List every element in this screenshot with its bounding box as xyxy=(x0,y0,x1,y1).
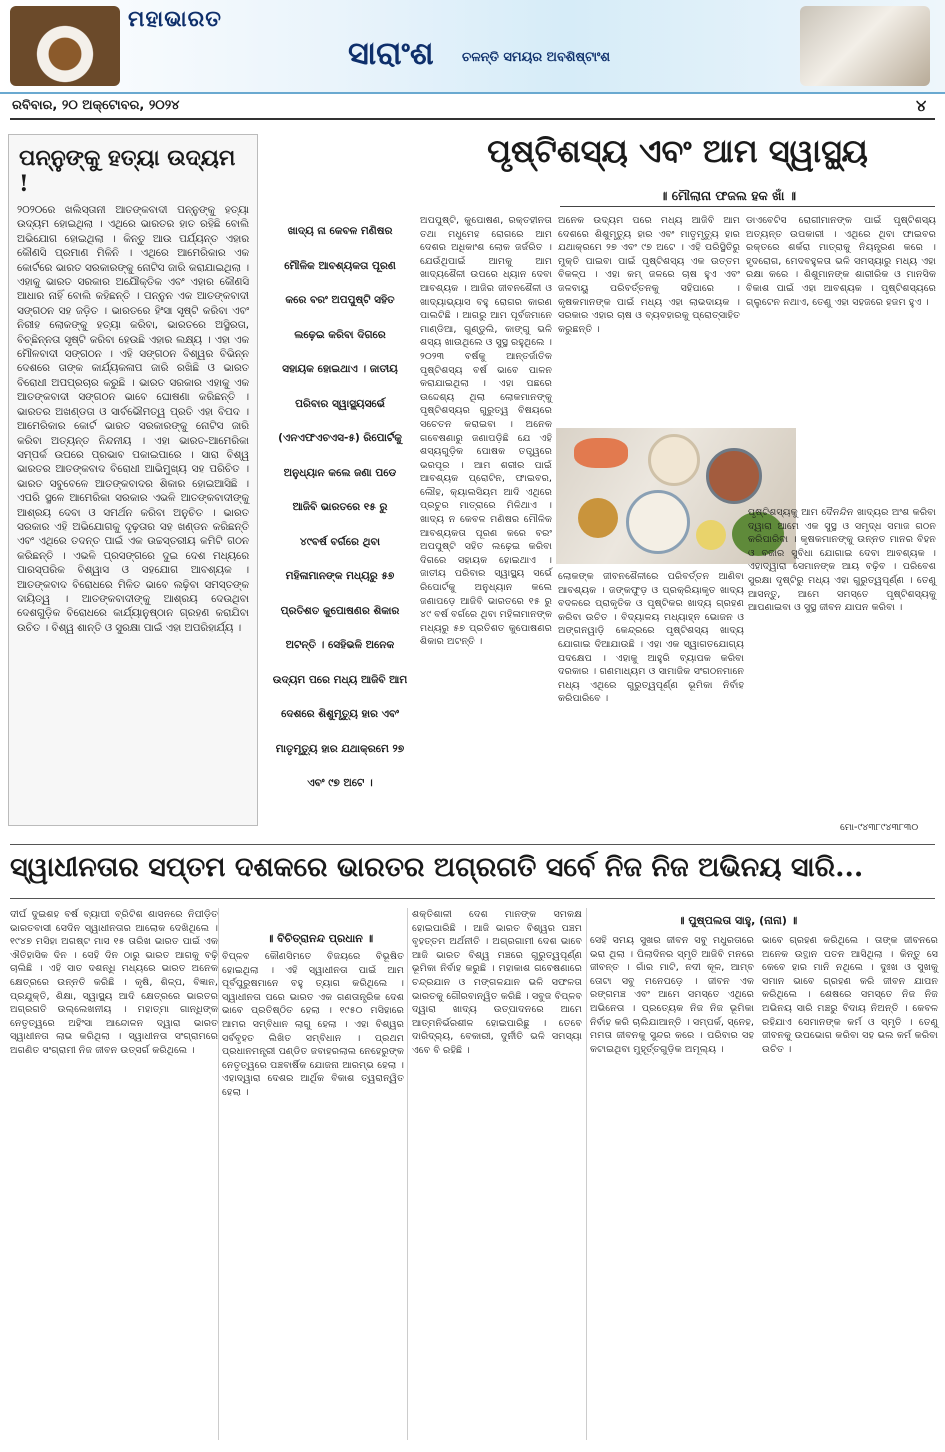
pull-quote-line: ମୌଳିକ ଆବଶ୍ୟକତା ପୂରଣ xyxy=(284,259,396,272)
pull-quote-line: ପରିବାର ସ୍ୱାସ୍ଥ୍ୟସର୍ଭେ xyxy=(295,397,385,410)
column-rule xyxy=(586,908,587,1440)
bottom-column-1: ଦୀର୍ଘ ଦୁଇଶହ ବର୍ଷ ବ୍ୟାପୀ ବ୍ରିଟିଶ ଶାସନରେ ନିପୀଡ଼ିତ ଭାରତବାସୀ ସେଦିନ ସ୍ୱାଧୀନତାର ଆଲୋକ ଦେଖିଥିଲେ । ୧୯୪୭ ମସିହା ଅଗଷ୍ଟ ମାସ ୧୫ ତାରିଖ ଭାରତ ପାଇଁ ଏକ ଐତିହାସିକ ଦିନ । ସେହି ଦିନ ଠାରୁ ଭାରତ ଆଗକୁ ବଢ଼ି ଚାଲିଛି । ଏହି ସାତ ଦଶନ୍ଧି ମଧ୍ୟରେ ଭାରତ ଅନେକ କ୍ଷେତ୍ରରେ ଉନ୍ନତି କରିଛି । କୃଷି, ଶିଳ୍ପ, ବିଜ୍ଞାନ, ପ୍ରଯୁକ୍ତି, ଶିକ୍ଷା, ସ୍ୱାସ୍ଥ୍ୟ ଆଦି କ୍ଷେତ୍ରରେ ଭାରତର ଅଗ୍ରଗତି ଉଲ୍ଲେଖନୀୟ । ମହାତ୍ମା ଗାନ୍ଧିଙ୍କ ନେତୃତ୍ୱରେ ଅହିଂସା ଆନ୍ଦୋଳନ ଦ୍ୱାରା ଭାରତ ସ୍ୱାଧୀନତା ଲାଭ କରିଥିଲା । ସ୍ୱାଧୀନତା ସଂଗ୍ରାମରେ ଅଗଣିତ ସଂଗ୍ରାମୀ ନିଜ ଜୀବନ ଉତ୍ସର୍ଗ କରିଥିଲେ । xyxy=(10,909,218,1056)
column-rule xyxy=(407,908,408,1440)
section-subtitle: ଚଳନ୍ତି ସମୟର ଅବଶିଷ୍ଟାଂଶ xyxy=(462,50,611,65)
pull-quote-line: ମାତୃମୃତ୍ୟୁ ହାର ଯଥାକ୍ରମେ ୨୭ xyxy=(275,742,405,755)
main-column-1: ଅପପୁଷ୍ଟି, କୁପୋଷଣ, ରକ୍ତହୀନତା ତଥା ମଧୁମେହ ରୋଗରେ ଆମ ଦେଶର ଅଧିକାଂଶ ଲୋକ ଜର୍ଜରିତ । ଯେଉଁଥିପାଇଁ ଆମକୁ ଆମ ଖାଦ୍ୟଶୈଳୀ ଉପରେ ଧ୍ୟାନ ଦେବା ଆବଶ୍ୟକ । ଆଜିର ଜୀବନଶୈଳୀ ଓ ଖାଦ୍ୟାଭ୍ୟାସ ବହୁ ରୋଗର କାରଣ ପାଲଟିଛି । ଆଗରୁ ଆମ ପୂର୍ବଜମାନେ ମାଣ୍ଡିଆ, ଗୁଣ୍ଡୁଲି, କାଙ୍ଗୁ ଭଳି ଶସ୍ୟ ଖାଉଥିଲେ ଓ ସୁସ୍ଥ ରହୁଥିଲେ । ୨୦୨୩ ବର୍ଷକୁ ଆନ୍ତର୍ଜାତିକ ପୃଷ୍ଟିଶସ୍ୟ ବର୍ଷ ଭାବେ ପାଳନ କରାଯାଇଥିଲା । ଏହା ପଛରେ ଉଦ୍ଦେଶ୍ୟ ଥିଲା ଲୋକମାନଙ୍କୁ ପୃଷ୍ଟିଶସ୍ୟର ଗୁରୁତ୍ୱ ବିଷୟରେ ସଚେତନ କରାଇବା । ଅନେକ ଗବେଷଣାରୁ ଜଣାପଡ଼ିଛି ଯେ ଏହି ଶସ୍ୟଗୁଡ଼ିକ ପୋଷକ ତତ୍ତ୍ୱରେ ଭରପୂର । ଆମ ଶରୀର ପାଇଁ ଆବଶ୍ୟକ ପ୍ରୋଟିନ, ଫାଇବର, ଲୌହ, କ୍ୟାଲସିୟମ ଆଦି ଏଥିରେ ପ୍ରଚୁର ମାତ୍ରାରେ ମିଳିଥାଏ । ଖାଦ୍ୟ ନ କେବଳ ମଣିଷର ମୌଳିକ ଆବଶ୍ୟକତା ପୂରଣ କରେ ବରଂ ଅପପୁଷ୍ଟି ସହିତ ଲଢ଼େଇ କରିବା ଦିଗରେ ସହାୟକ ହୋଇଥାଏ । ଜାତୀୟ ପରିବାର ସ୍ୱାସ୍ଥ୍ୟ ସର୍ଭେ ରିପୋର୍ଟକୁ ଅନୁଧ୍ୟାନ କଲେ ଜଣାପଡ଼େ ଆଜିବି ଭାରତରେ ୧୫ ରୁ ୪୯ ବର୍ଷ ବର୍ଗରେ ଥିବା ମହିଳାମାନଙ୍କ ମଧ୍ୟରୁ ୫୭ ପ୍ରତିଶତ କୁପୋଷଣର ଶିକାର ଅଟନ୍ତି । xyxy=(420,215,553,648)
editorial-body: ୨୦୨୦ରେ ଖଲିସ୍ତାନୀ ଆତଙ୍କବାଦୀ ପନ୍ନୁଙ୍କୁ ହତ୍ୟା ଉଦ୍ୟମ ହୋଇଥିଲା । ଏଥିରେ ଭାରତର ହାତ ରହିଛି ବୋଲି ଅଭିଯୋଗ ହୋଇଥିଲା । କିନ୍ତୁ ଆଉ ପର୍ଯ୍ୟନ୍ତ ଏହାର କୌଣସି ପ୍ରମାଣ ମିଳିନି । ଏଥିରେ ଆମେରିକାର ଏକ କୋର୍ଟରେ ଭାରତ ସରକାରଙ୍କୁ ନୋଟିସ ଜାରି କରାଯାଇଥିଲା । ଏହାକୁ ଭାରତ ସରକାର ଅଯୌକ୍ତିକ ଏବଂ ଏହାର କୌଣସି ଆଧାର ନାହିଁ ବୋଲି କହିଛନ୍ତି । ପନ୍ନୁନ ଏକ ଆତଙ୍କବାଦୀ ସଙ୍ଗଠନ ସହ ଜଡ଼ିତ । ଭାରତରେ ହିଂସା ସୃଷ୍ଟି କରିବା ଏବଂ ନିରୀହ ଲୋକଙ୍କୁ ହତ୍ୟା କରିବା, ଭାରତରେ ଅସ୍ଥିରତା, ବିଚ୍ଛିନ୍ନତା ସୃଷ୍ଟି କରିବା ହେଉଛି ଏହାର ଲକ୍ଷ୍ୟ । ଏହା ଏକ ମୌଳବାଦୀ ସଙ୍ଗଠନ । ଏହି ସଙ୍ଗଠନ ବିଶ୍ୱର ବିଭିନ୍ନ ଦେଶରେ ତାଙ୍କ କାର୍ଯ୍ୟକଳାପ ଜାରି ରଖିଛି ଓ ଭାରତ ବିରୋଧୀ ଅପପ୍ରଚାର କରୁଛି । ଭାରତ ସରକାର ଏହାକୁ ଏକ ଆତଙ୍କବାଦୀ ସଙ୍ଗଠନ ଭାବେ ଘୋଷଣା କରିଛନ୍ତି । ଭାରତର ଅଖଣ୍ଡତା ଓ ସାର୍ବଭୌମତ୍ୱ ପ୍ରତି ଏହା ବିପଦ । ଆମେରିକାର କୋର୍ଟ ଭାରତ ସରକାରଙ୍କୁ ନୋଟିସ ଜାରି କରିବା ଅତ୍ୟନ୍ତ ନିନ୍ଦନୀୟ । ଏହା ଭାରତ-ଆମେରିକା ସମ୍ପର୍କ ଉପରେ ପ୍ରଭାବ ପକାଇପାରେ । ସାରା ବିଶ୍ୱ ଭାରତର ଆତଙ୍କବାଦ ବିରୋଧୀ ଆଭିମୁଖ୍ୟ ସହ ପରିଚିତ । ଭାରତ ସବୁବେଳେ ଆତଙ୍କବାଦର ଶିକାର ହୋଇଆସିଛି । ଏପରି ସ୍ଥଳେ ଆମେରିକା ସରକାର ଏଭଳି ଆତଙ୍କବାଦୀଙ୍କୁ ଆଶ୍ରୟ ଦେବା ଓ ସମର୍ଥନ କରିବା ଅନୁଚିତ । ଭାରତ ସରକାର ଏହି ଅଭିଯୋଗକୁ ଦୃଢ଼ତାର ସହ ଖଣ୍ଡନ କରିଛନ୍ତି ଏବଂ ଏଥିରେ ତଦନ୍ତ ପାଇଁ ଏକ ଉଚ୍ଚସ୍ତରୀୟ କମିଟି ଗଠନ କରିଛନ୍ତି । ଏଭଳି ପ୍ରସଙ୍ଗରେ ଦୁଇ ଦେଶ ମଧ୍ୟରେ ପାରସ୍ପରିକ ବିଶ୍ୱାସ ଓ ସହଯୋଗ ଆବଶ୍ୟକ । ଆତଙ୍କବାଦ ବିରୋଧରେ ମିଳିତ ଭାବେ ଲଢ଼ିବା ସମସ୍ତଙ୍କ ଦାୟିତ୍ୱ । ଆତଙ୍କବାଦୀଙ୍କୁ ଆଶ୍ରୟ ଦେଉଥିବା ଦେଶଗୁଡ଼ିକ ବିରୋଧରେ କାର୍ଯ୍ୟାନୁଷ୍ଠାନ ଗ୍ରହଣ କରାଯିବା ଉଚିତ । ବିଶ୍ୱ ଶାନ୍ତି ଓ ସୁରକ୍ଷା ପାଇଁ ଏହା ଅପରିହାର୍ଯ୍ୟ । xyxy=(17,204,249,634)
bottom-byline-1: ॥ ବିଚିତ୍ରାନନ୍ଦ ପ୍ରଧାନ ॥ xyxy=(266,932,374,945)
pull-quote-line: ଏବଂ ୯୭ ଅଟେ । xyxy=(307,777,373,789)
pull-quote-line: ଆଜିବି ଭାରତରେ ୧୫ ରୁ xyxy=(292,501,388,513)
pull-quote xyxy=(266,214,414,801)
main-column-2-lower: ଲୋକଙ୍କ ଜୀବନଶୈଳୀରେ ପରିବର୍ତ୍ତନ ଆଣିବା ଆବଶ୍ୟକ । ଜଙ୍କଫୁଡ଼ ଓ ପ୍ରକ୍ରିୟାକୃତ ଖାଦ୍ୟ ବଦଳରେ ପ୍ରାକୃତିକ ଓ ପୃଷ୍ଟିକର ଖାଦ୍ୟ ଗ୍ରହଣ କରିବା ଉଚିତ । ବିଦ୍ୟାଳୟ ମଧ୍ୟାହ୍ନ ଭୋଜନ ଓ ଅଙ୍ଗନୱାଡ଼ି କେନ୍ଦ୍ରରେ ପୃଷ୍ଟିଶସ୍ୟ ଖାଦ୍ୟ ଯୋଗାଇ ଦିଆଯାଉଛି । ଏହା ଏକ ସ୍ୱାଗତଯୋଗ୍ୟ ପଦକ୍ଷେପ । ଏହାକୁ ଆହୁରି ବ୍ୟାପକ କରିବା ଦରକାର । ଗଣମାଧ୍ୟମ ଓ ସାମାଜିକ ସଂଗଠନମାନେ ମଧ୍ୟ ଏଥିରେ ଗୁରୁତ୍ୱପୂର୍ଣ୍ଣ ଭୂମିକା ନିର୍ବାହ କରିପାରିବେ । xyxy=(558,571,744,705)
pull-quote-line: ଅଟନ୍ତି । ସେହିଭଳି ଅନେକ xyxy=(285,639,395,651)
pull-quote-line: ଖାଦ୍ୟ ନା କେବଳ ମଣିଷର xyxy=(287,225,393,237)
main-byline: ॥ ମୌଲାନା ଫଜଲ ହକ ଖାଁ ॥ xyxy=(660,188,797,203)
brand-logo: ମହାଭାରତ xyxy=(128,6,222,32)
pull-quote-line: ସହାୟକ ହୋଇଥାଏ । ଜାତୀୟ xyxy=(282,363,398,375)
editorial-title: ପନ୍ନୁଙ୍କୁ ହତ୍ୟା ଉଦ୍ୟମ ! xyxy=(19,145,236,197)
byline-rule xyxy=(560,206,935,207)
main-headline: ପୃଷ୍ଟିଶସ୍ୟ ଏବଂ ଆମ ସ୍ୱାସ୍ଥ୍ୟ xyxy=(487,132,868,170)
editorial-box xyxy=(8,134,258,826)
pull-quote-line: ଅନୁଧ୍ୟାନ କଲେ ଜଣା ପଡେ xyxy=(283,466,397,479)
page-number: ୪ xyxy=(916,96,927,115)
pull-quote-line: କରେ ବରଂ ଅପପୁଷ୍ଟି ସହିତ xyxy=(285,294,395,306)
main-column-3-lower: ପୃଷ୍ଟିଶସ୍ୟକୁ ଆମ ଦୈନନ୍ଦିନ ଖାଦ୍ୟର ଅଂଶ କରିବା ଦ୍ୱାରା ଆମେ ଏକ ସୁସ୍ଥ ଓ ସମୃଦ୍ଧ ସମାଜ ଗଠନ କରିପାରିବା । କୃଷକମାନଙ୍କୁ ଉନ୍ନତ ମାନର ବିହନ ଓ ବଜାର ସୁବିଧା ଯୋଗାଇ ଦେବା ଆବଶ୍ୟକ । ଏହାଦ୍ୱାରା ସେମାନଙ୍କ ଆୟ ବଢ଼ିବ । ପରିବେଶ ସୁରକ୍ଷା ଦୃଷ୍ଟିରୁ ମଧ୍ୟ ଏହା ଗୁରୁତ୍ୱପୂର୍ଣ୍ଣ । ତେଣୁ ଆସନ୍ତୁ, ଆମେ ସମସ୍ତେ ପୃଷ୍ଟିଶସ୍ୟକୁ ଆପଣାଇବା ଓ ସୁସ୍ଥ ଜୀବନ ଯାପନ କରିବା । xyxy=(748,507,936,614)
header-divider xyxy=(10,118,935,120)
bottom-headline: ସ୍ୱାଧୀନତାର ସପ୍ତମ ଦଶକରେ ଭାରତର ଅଗ୍ରଗତି ସର୍ବେ ନିଜ ନିଜ ଅଭିନୟ ସାରି... xyxy=(10,852,864,883)
section-divider xyxy=(10,898,935,899)
bottom-column-4: ସେହି ସମୟ ସୁଖର ଜୀବନ ସବୁ ମଧୁରତାରେ ଭରା ଥିଲା । ପିଲାଦିନର ସ୍ମୃତି ଆଜିବି ମନରେ ଜୀବନ୍ତ । ଗାଁର ମାଟି, ନଦୀ କୂଳ, ଆମ୍ବ ତୋଟା ସବୁ ମନେପଡ଼େ । ଜୀବନ ଏକ ରଙ୍ଗମଞ୍ଚ ଏବଂ ଆମେ ସମସ୍ତେ ଏଥିରେ ଅଭିନେତା । ପ୍ରତ୍ୟେକ ନିଜ ନିଜ ଭୂମିକା ନିର୍ବାହ କରି ଚାଲିଯାଆନ୍ତି । ସମ୍ପର୍କ, ସ୍ନେହ, ମମତା ଜୀବନକୁ ସୁନ୍ଦର କରେ । ପରିବାର ସହ କଟାଇଥିବା ମୁହୂର୍ତ୍ତଗୁଡ଼ିକ ଅମୂଲ୍ୟ । xyxy=(590,935,754,1055)
pull-quote-line: ୪୯ବର୍ଷ ବର୍ଗରେ ଥିବା xyxy=(299,535,381,548)
bottom-column-3: ଶକ୍ତିଶାଳୀ ଦେଶ ମାନଙ୍କ ସମକକ୍ଷ ହୋଇପାରିଛି । ଆଜି ଭାରତ ବିଶ୍ୱର ପଞ୍ଚମ ବୃହତ୍ତମ ଅର୍ଥନୀତି । ଅଗ୍ରଗାମୀ ଦେଶ ଭାବେ ଆଜି ଭାରତ ବିଶ୍ୱ ମଞ୍ଚରେ ଗୁରୁତ୍ୱପୂର୍ଣ୍ଣ ଭୂମିକା ନିର୍ବାହ କରୁଛି । ମହାକାଶ ଗବେଷଣାରେ ଚନ୍ଦ୍ରଯାନ ଓ ମଙ୍ଗଳଯାନ ଭଳି ସଫଳତା ଭାରତକୁ ଗୌରବାନ୍ୱିତ କରିଛି । ସବୁଜ ବିପ୍ଳବ ଦ୍ୱାରା ଖାଦ୍ୟ ଉତ୍ପାଦନରେ ଆମେ ଆତ୍ମନିର୍ଭରଶୀଳ ହୋଇପାରିଛୁ । ତେବେ ଦାରିଦ୍ର୍ୟ, ବେକାରୀ, ଦୁର୍ନୀତି ଭଳି ସମସ୍ୟା ଏବେ ବି ରହିଛି । xyxy=(412,909,583,1056)
masthead xyxy=(0,0,945,94)
pull-quote-line: ଲଢ଼େଇ କରିବା ଦିଗରେ xyxy=(294,328,386,341)
pull-quote-line: ମହିଳାମାନଙ୍କ ମଧ୍ୟରୁ ୫୭ xyxy=(285,570,395,582)
author-contact: ମୋ-୯୪୩୮୯୪୩୮୩୦ xyxy=(840,822,919,833)
pull-quote-line: ଦେଶରେ ଶିଶୁମୃତ୍ୟୁ ହାର ଏବଂ xyxy=(281,708,399,720)
pull-quote-line: ଉଦ୍ୟମ ପରେ ମଧ୍ୟ ଆଜିବି ଆମ xyxy=(272,673,408,686)
writing-hand-image xyxy=(800,6,930,86)
coffee-cup-image xyxy=(10,6,120,86)
section-title: ସାରାଂଶ xyxy=(348,34,434,72)
pull-quote-line: ପ୍ରତିଶତ କୁପୋଷଣର ଶିକାର xyxy=(280,604,400,617)
bottom-byline-2: ॥ ପୁଷ୍ପଲତା ସାହୁ, (ନାନା) ॥ xyxy=(678,914,798,927)
dateline: ରବିବାର, ୨୦ ଅକ୍ଟୋବର, ୨୦୨୪ xyxy=(12,98,180,113)
main-column-2: ଅନେକ ଉଦ୍ୟମ ପରେ ମଧ୍ୟ ଆଜିବି ଆମ ଦେଶରେ ଶିଶୁମୃତ୍ୟୁ ହାର ଏବଂ ମାତୃମୃତ୍ୟୁ ହାର ଯଥାକ୍ରମେ ୨୭ ଏବଂ ୯୭ ଅଟେ । ଏହି ପରିସ୍ଥିତିରୁ ମୁକ୍ତି ପାଇବା ପାଇଁ ପୃଷ୍ଟିଶସ୍ୟ ଏକ ଉତ୍ତମ ବିକଳ୍ପ । ଏହା କମ୍ ଜଳରେ ଚାଷ ହୁଏ ଏବଂ ଜଳବାୟୁ ପରିବର୍ତ୍ତନକୁ ସହିପାରେ । କୃଷକମାନଙ୍କ ପାଇଁ ମଧ୍ୟ ଏହା ଲାଭଦାୟକ । ସରକାର ଏହାର ଚାଷ ଓ ବ୍ୟବହାରକୁ ପ୍ରୋତ୍ସାହିତ କରୁଛନ୍ତି । xyxy=(558,215,740,335)
section-divider xyxy=(10,844,935,845)
pull-quote-line: (ଏନଏଫଏଚଏସ-୫) ରିପୋର୍ଟକୁ xyxy=(278,432,402,444)
column-rule xyxy=(218,908,219,1440)
bottom-column-5: ଭାବେ ଗ୍ରହଣ କରିଥିଲେ । ତାଙ୍କ ଜୀବନରେ ଅନେକ ଉତ୍ଥାନ ପତନ ଆସିଥିଲା । କିନ୍ତୁ ସେ କେବେ ହାର ମାନି ନଥିଲେ । ଦୁଃଖ ଓ ସୁଖକୁ ସମାନ ଭାବେ ଗ୍ରହଣ କରି ଜୀବନ ଯାପନ କରିଥିଲେ । ଶେଷରେ ସମସ୍ତେ ନିଜ ନିଜ ଅଭିନୟ ସାରି ମଞ୍ଚରୁ ବିଦାୟ ନିଅନ୍ତି । କେବଳ ରହିଯାଏ ସେମାନଙ୍କ କର୍ମ ଓ ସ୍ମୃତି । ତେଣୁ ଜୀବନକୁ ଉପଭୋଗ କରିବା ସହ ଭଲ କର୍ମ କରିବା ଉଚିତ । xyxy=(762,935,938,1055)
bottom-column-2: ବିପ୍ଳବ କୌଣସିମତେ ବିଜୟରେ ବିଭୂଷିତ ହୋଇଥିଲା । ଏହି ସ୍ୱାଧୀନତା ପାଇଁ ଆମ ପୂର୍ବପୁରୁଷମାନେ ବହୁ ତ୍ୟାଗ କରିଥିଲେ । ସ୍ୱାଧୀନତା ପରେ ଭାରତ ଏକ ଗଣତାନ୍ତ୍ରିକ ଦେଶ ଭାବେ ପ୍ରତିଷ୍ଠିତ ହେଲା । ୧୯୫୦ ମସିହାରେ ଆମର ସମ୍ବିଧାନ ଲାଗୁ ହେଲା । ଏହା ବିଶ୍ୱର ସର୍ବବୃହତ ଲିଖିତ ସମ୍ବିଧାନ । ପ୍ରଥମ ପ୍ରଧାନମନ୍ତ୍ରୀ ପଣ୍ଡିତ ଜବାହରଲାଲ ନେହେରୁଙ୍କ ନେତୃତ୍ୱରେ ପଞ୍ଚବାର୍ଷିକ ଯୋଜନା ଆରମ୍ଭ ହେଲା । ଏହାଦ୍ୱାରା ଦେଶର ଆର୍ଥିକ ବିକାଶ ତ୍ୱରାନ୍ୱିତ ହେଲା । xyxy=(222,951,404,1098)
main-column-3: ଡାଏବେଟିସ ରୋଗୀମାନଙ୍କ ପାଇଁ ପୃଷ୍ଟିଶସ୍ୟ ଅତ୍ୟନ୍ତ ଉପକାରୀ । ଏଥିରେ ଥିବା ଫାଇବର ରକ୍ତରେ ଶର୍କରା ମାତ୍ରାକୁ ନିୟନ୍ତ୍ରଣ କରେ । ହୃଦରୋଗ, ମେଦବହୁଳତା ଭଳି ସମସ୍ୟାରୁ ମଧ୍ୟ ଏହା ରକ୍ଷା କରେ । ଶିଶୁମାନଙ୍କ ଶାରୀରିକ ଓ ମାନସିକ ବିକାଶ ପାଇଁ ଏହା ଆବଶ୍ୟକ । ପୃଷ୍ଟିଶସ୍ୟରେ ଗ୍ଲୁଟେନ ନଥାଏ, ତେଣୁ ଏହା ସହଜରେ ହଜମ ହୁଏ । xyxy=(746,215,936,308)
